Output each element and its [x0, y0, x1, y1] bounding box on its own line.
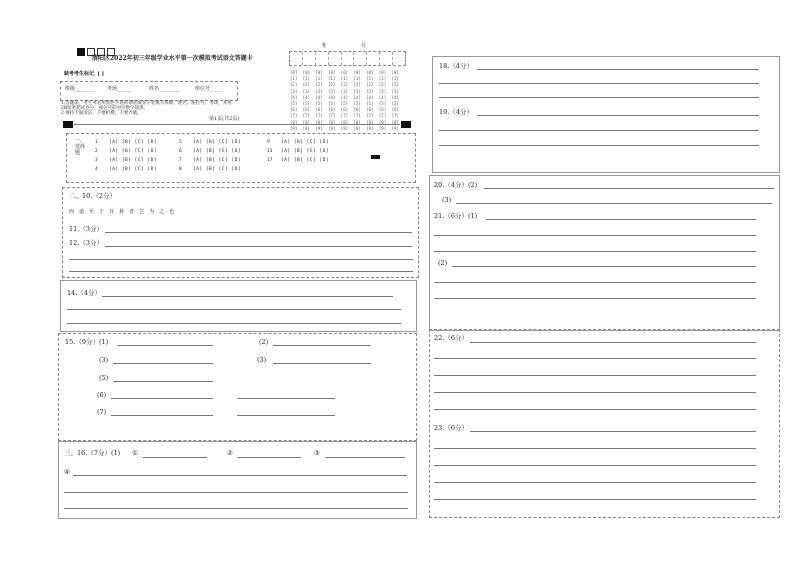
- q22-label: 22.（6分）: [434, 334, 468, 342]
- answer-line[interactable]: [434, 235, 756, 236]
- id-bubble[interactable]: [9]: [290, 125, 298, 131]
- id-bubble[interactable]: [9]: [391, 125, 399, 131]
- id-bubble[interactable]: [8]: [366, 119, 374, 125]
- id-bubble[interactable]: [3]: [340, 88, 349, 94]
- choice-options[interactable]: [A] [B] [C] [D]: [281, 140, 330, 145]
- q21-sub: (2): [438, 259, 448, 267]
- alignment-mark: [401, 121, 411, 128]
- id-bubble[interactable]: [0]: [290, 70, 298, 75]
- answer-line[interactable]: [452, 266, 756, 267]
- q12-label: 12.（3分）: [69, 239, 103, 247]
- id-bubble[interactable]: [2]: [315, 82, 323, 88]
- answer-line[interactable]: [105, 246, 412, 247]
- id-bubble[interactable]: [5]: [315, 101, 323, 106]
- q15-part: (5): [99, 374, 109, 382]
- id-bubble[interactable]: [0]: [315, 70, 323, 75]
- choice-options[interactable]: [A] [B] [C] [D]: [193, 158, 242, 163]
- id-bubble[interactable]: [4]: [340, 94, 349, 100]
- answer-line[interactable]: [434, 298, 756, 299]
- id-bubble[interactable]: [5]: [290, 101, 298, 106]
- id-bubble[interactable]: [8]: [302, 119, 310, 125]
- choice-label: 一、选择题: [75, 138, 86, 156]
- question-number: 1: [95, 140, 98, 145]
- answer-line[interactable]: [117, 345, 213, 346]
- id-bubble[interactable]: [6]: [290, 107, 298, 113]
- question-number: 5: [179, 140, 182, 145]
- choice-options[interactable]: [A] [B] [C] [D]: [193, 167, 242, 172]
- id-bubble[interactable]: [1]: [315, 76, 323, 82]
- id-bubble[interactable]: [5]: [391, 101, 399, 106]
- id-bubble[interactable]: [7]: [315, 113, 323, 119]
- answer-box-20-21: [429, 175, 780, 331]
- instruction-line: 1.答题前，考生务必用黑色字迹的钢笔或签字笔填写班级、姓名、座位号、考场，并用2B铅笔把试卷号、座位号的对应数字涂黑。: [61, 101, 232, 112]
- id-bubble[interactable]: [6]: [378, 107, 387, 113]
- id-bubble[interactable]: [8]: [315, 119, 323, 125]
- id-bubble[interactable]: [1]: [340, 76, 349, 82]
- divider: [74, 124, 400, 125]
- id-bubble[interactable]: [1]: [378, 76, 387, 82]
- id-bubble[interactable]: [5]: [366, 101, 374, 106]
- answer-line[interactable]: [439, 145, 759, 146]
- id-bubble[interactable]: [6]: [302, 107, 310, 113]
- alignment-mark: [63, 121, 73, 128]
- q16-mark: ④: [64, 468, 70, 476]
- answer-line[interactable]: [477, 115, 759, 116]
- q18-label: 18.（4分）: [439, 62, 473, 70]
- id-bubble[interactable]: [5]: [328, 101, 336, 106]
- answer-line[interactable]: [439, 97, 759, 98]
- answer-box-18-19: [432, 56, 780, 173]
- q21-label: 21.（6分）(1): [434, 212, 478, 220]
- answer-box-16: [58, 441, 417, 519]
- answer-line[interactable]: [439, 83, 759, 84]
- instruction-line: 2.保持卡面清洁，不要折叠，不要弄破。: [61, 111, 142, 117]
- answer-line[interactable]: [434, 358, 756, 359]
- id-bubble[interactable]: [5]: [353, 101, 361, 106]
- answer-line[interactable]: [105, 232, 412, 233]
- field-name[interactable]: 姓名________: [149, 86, 180, 92]
- id-bubble[interactable]: [0]: [353, 70, 361, 75]
- id-bubble[interactable]: [0]: [366, 70, 374, 75]
- id-bubble[interactable]: [4]: [391, 94, 399, 100]
- answer-line[interactable]: [111, 415, 213, 416]
- id-bubble[interactable]: [9]: [340, 125, 349, 131]
- answer-line[interactable]: [434, 409, 756, 410]
- id-bubble[interactable]: [1]: [328, 76, 336, 82]
- id-bubble[interactable]: [2]: [391, 82, 399, 88]
- id-bubble[interactable]: [6]: [353, 107, 361, 113]
- answer-line[interactable]: [434, 282, 756, 283]
- id-bubble[interactable]: [7]: [353, 113, 361, 119]
- answer-line[interactable]: [470, 342, 756, 343]
- id-bubble[interactable]: [8]: [378, 119, 387, 125]
- id-bubble[interactable]: [3]: [391, 88, 399, 94]
- id-bubble[interactable]: [2]: [378, 82, 387, 88]
- q16-mark: ③: [314, 449, 320, 457]
- id-bubble[interactable]: [4]: [315, 94, 323, 100]
- question-number: 2: [95, 149, 98, 154]
- answer-box-22-23: [429, 329, 780, 518]
- id-bubble[interactable]: [1]: [366, 76, 374, 82]
- q16-mark: ②: [227, 449, 233, 457]
- field-seat[interactable]: 座位号_____: [195, 86, 223, 92]
- question-number: 6: [179, 149, 182, 154]
- id-bubble[interactable]: [4]: [366, 94, 374, 100]
- instructions: [61, 101, 237, 117]
- id-bubble[interactable]: [2]: [290, 82, 298, 88]
- choice-options[interactable]: [A] [B] [C] [D]: [109, 158, 158, 163]
- q15-label: 15.（9分）(1): [65, 338, 109, 346]
- id-bubble[interactable]: [1]: [391, 76, 399, 82]
- choice-options[interactable]: [A] [B] [C] [D]: [193, 140, 242, 145]
- answer-box-10-12: [62, 187, 419, 278]
- page-number: 第1页(共2页): [209, 116, 240, 122]
- q10-chars: 而 道 至 于 日 暮 者 岂 为 之 也: [69, 209, 176, 215]
- id-label: 号: [361, 43, 367, 49]
- q23-label: 23.（6分）: [434, 424, 468, 432]
- id-bubble[interactable]: [1]: [353, 76, 361, 82]
- q15-part: (3): [257, 356, 267, 364]
- answer-line[interactable]: [113, 381, 213, 382]
- id-bubble[interactable]: [4]: [290, 94, 298, 100]
- answer-line[interactable]: [64, 508, 408, 509]
- answer-line[interactable]: [456, 203, 772, 204]
- question-number: 9: [267, 140, 270, 145]
- answer-line[interactable]: [67, 323, 401, 324]
- id-bubble[interactable]: [7]: [290, 113, 298, 119]
- choice-options[interactable]: [A] [B] [C] [D]: [193, 149, 242, 154]
- id-bubble[interactable]: [9]: [328, 125, 336, 131]
- id-bubble[interactable]: [7]: [391, 113, 399, 119]
- id-bubble[interactable]: [3]: [378, 88, 387, 94]
- id-bubble[interactable]: [4]: [378, 94, 387, 100]
- answer-line[interactable]: [143, 457, 207, 458]
- answer-line[interactable]: [434, 465, 756, 466]
- id-bubble[interactable]: [7]: [366, 113, 374, 119]
- id-bubble[interactable]: [9]: [353, 125, 361, 131]
- choice-options[interactable]: [A] [B] [C] [D]: [109, 167, 158, 172]
- id-bubble[interactable]: [2]: [302, 82, 310, 88]
- answer-line[interactable]: [113, 363, 213, 364]
- id-bubble[interactable]: [2]: [353, 82, 361, 88]
- id-bubble[interactable]: [5]: [340, 101, 349, 106]
- question-number: 4: [95, 167, 98, 172]
- choice-options[interactable]: [A] [B] [C] [D]: [281, 149, 330, 154]
- id-bubble[interactable]: [5]: [378, 101, 387, 106]
- q10-label: 二、10.（2分）: [69, 192, 116, 200]
- answer-box-14: [60, 280, 417, 332]
- answer-line[interactable]: [439, 130, 759, 131]
- q20-sub: (3): [442, 196, 452, 204]
- id-bubble[interactable]: [2]: [366, 82, 374, 88]
- q15-part: (7): [97, 408, 107, 416]
- answer-line[interactable]: [486, 219, 756, 220]
- id-bubble[interactable]: [8]: [353, 119, 361, 125]
- choice-section: [66, 133, 416, 183]
- id-bubble[interactable]: [1]: [302, 76, 310, 82]
- choice-options[interactable]: [A] [B] [C] [D]: [109, 140, 158, 145]
- absent-mark[interactable]: [ ]: [97, 71, 104, 77]
- id-bubble-grid[interactable]: [290, 70, 405, 132]
- answer-line[interactable]: [237, 457, 301, 458]
- q19-label: 19.（4分）: [439, 108, 473, 116]
- answer-line[interactable]: [434, 392, 756, 393]
- id-bubble[interactable]: [5]: [302, 101, 310, 106]
- q15-part: (3): [99, 356, 109, 364]
- q15-part: (2): [259, 338, 269, 346]
- id-bubble[interactable]: [3]: [290, 88, 298, 94]
- id-bubble[interactable]: [7]: [302, 113, 310, 119]
- answer-line[interactable]: [273, 345, 371, 346]
- id-bubble[interactable]: [2]: [328, 82, 336, 88]
- q16-mark: ①: [132, 449, 138, 457]
- answer-line[interactable]: [477, 69, 759, 70]
- question-number: 8: [179, 167, 182, 172]
- id-bubble[interactable]: [7]: [328, 113, 336, 119]
- id-bubble[interactable]: [6]: [391, 107, 399, 113]
- answer-line[interactable]: [434, 448, 756, 449]
- id-bubble[interactable]: [6]: [366, 107, 374, 113]
- answer-line[interactable]: [434, 375, 756, 376]
- id-bubble[interactable]: [1]: [290, 76, 298, 82]
- absent-label: 缺考考生标记: [64, 71, 95, 77]
- id-bubble[interactable]: [4]: [302, 94, 310, 100]
- id-bubble[interactable]: [9]: [378, 125, 387, 131]
- id-bubble[interactable]: [6]: [315, 107, 323, 113]
- id-bubble[interactable]: [3]: [315, 88, 323, 94]
- absent-notice: [64, 72, 104, 78]
- alignment-mark: [371, 155, 380, 159]
- answer-line[interactable]: [484, 188, 774, 189]
- id-bubble[interactable]: [8]: [340, 119, 349, 125]
- question-number: 17: [267, 158, 273, 163]
- answer-line[interactable]: [73, 475, 407, 476]
- answer-line[interactable]: [237, 398, 335, 399]
- answer-box-15: [58, 333, 417, 441]
- choice-options[interactable]: [A] [B] [C] [D]: [109, 149, 158, 154]
- answer-line[interactable]: [67, 309, 401, 310]
- id-bubble[interactable]: [9]: [366, 125, 374, 131]
- id-bubble[interactable]: [7]: [378, 113, 387, 119]
- id-bubble[interactable]: [8]: [290, 119, 298, 125]
- field-class[interactable]: 班级________: [65, 86, 96, 92]
- id-bubble[interactable]: [0]: [302, 70, 310, 75]
- question-number: 13: [267, 149, 273, 154]
- square-icon: [77, 48, 85, 56]
- q20-label: 20.（4分）(2): [434, 181, 478, 189]
- q16-label: 三、16.（7分）(1): [64, 449, 121, 457]
- answer-line[interactable]: [111, 398, 213, 399]
- id-bubble[interactable]: [8]: [391, 119, 399, 125]
- id-bubble[interactable]: [3]: [302, 88, 310, 94]
- id-input-boxes[interactable]: [289, 51, 406, 66]
- answer-line[interactable]: [434, 251, 756, 252]
- answer-line[interactable]: [434, 499, 756, 500]
- id-bubble[interactable]: [4]: [353, 94, 361, 100]
- answer-line[interactable]: [69, 271, 413, 272]
- answer-line[interactable]: [237, 415, 335, 416]
- answer-line[interactable]: [64, 492, 408, 493]
- id-bubble[interactable]: [9]: [302, 125, 310, 131]
- id-label: 考: [321, 43, 327, 49]
- q14-label: 14.（4分）: [67, 289, 101, 297]
- question-number: 7: [179, 158, 182, 163]
- id-bubble[interactable]: [4]: [328, 94, 336, 100]
- field-room[interactable]: 考场______: [107, 86, 133, 92]
- q15-part: (6): [97, 391, 107, 399]
- answer-line[interactable]: [273, 363, 371, 364]
- info-box: [60, 81, 238, 101]
- page-title: 清阳区2022年初三年级学业水平第一次模拟考试语文答题卡: [92, 55, 253, 62]
- question-number: 3: [95, 158, 98, 163]
- answer-line[interactable]: [69, 259, 413, 260]
- id-bubble[interactable]: [2]: [340, 82, 349, 88]
- id-bubble[interactable]: [0]: [328, 70, 336, 75]
- id-bubble[interactable]: [7]: [340, 113, 349, 119]
- answer-line[interactable]: [434, 482, 756, 483]
- answer-line[interactable]: [102, 296, 393, 297]
- id-bubble[interactable]: [8]: [328, 119, 336, 125]
- choice-options[interactable]: [A] [B] [C] [D]: [281, 158, 330, 163]
- q11-label: 11.（3分）: [69, 225, 103, 233]
- id-bubble[interactable]: [6]: [328, 107, 336, 113]
- id-bubble[interactable]: [6]: [340, 107, 349, 113]
- id-bubble[interactable]: [3]: [328, 88, 336, 94]
- answer-line[interactable]: [470, 431, 756, 432]
- id-bubble[interactable]: [3]: [353, 88, 361, 94]
- id-bubble[interactable]: [9]: [315, 125, 323, 131]
- id-bubble[interactable]: [3]: [366, 88, 374, 94]
- id-bubble[interactable]: [0]: [340, 70, 349, 75]
- answer-line[interactable]: [325, 457, 405, 458]
- id-bubble[interactable]: [0]: [391, 70, 399, 75]
- id-bubble[interactable]: [0]: [378, 70, 387, 75]
